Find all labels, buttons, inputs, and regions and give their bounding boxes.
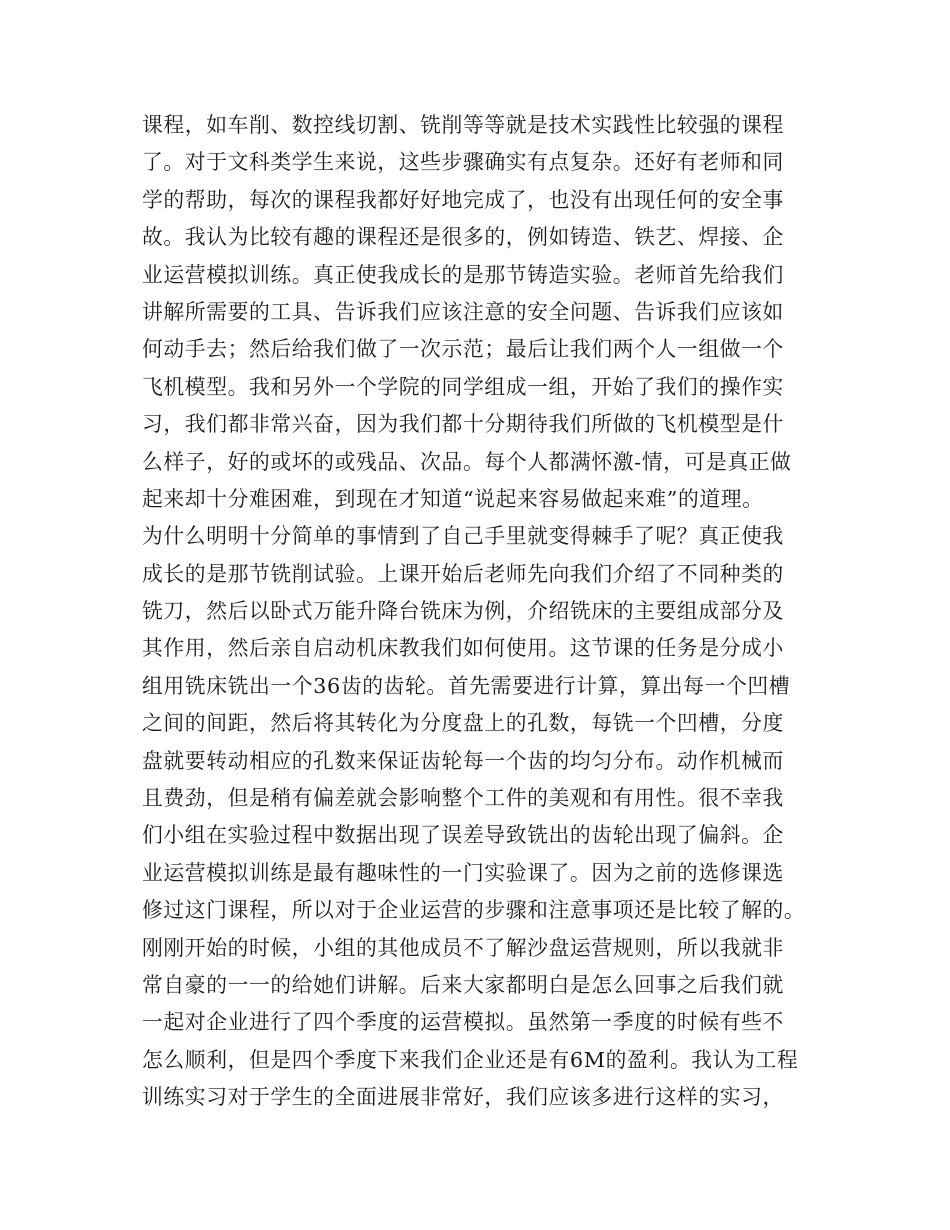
body-text	[142, 107, 822, 1117]
text-line: 学的帮助，每次的课程我都好好地完成了，也没有出现任何的安全事	[142, 187, 784, 212]
text-line: 为什么明明十分简单的事情到了自己手里就变得棘手了呢？真正使我	[142, 524, 784, 549]
text-line: 么样子，好的或坏的或残品、次品。每个人都满怀激-情，可是真正做	[142, 449, 792, 474]
text-line: 常自豪的一一的给她们讲解。后来大家都明白是怎么回事之后我们就	[142, 972, 784, 997]
text-line: 铣刀，然后以卧式万能升降台铣床为例，介绍铣床的主要组成部分及	[142, 599, 784, 624]
text-line: 一起对企业进行了四个季度的运营模拟。虽然第一季度的时候有些不	[142, 1010, 784, 1035]
text-line: 了。对于文科类学生来说，这些步骤确实有点复杂。还好有老师和同	[142, 150, 784, 175]
text-line: 其作用，然后亲自启动机床教我们如何使用。这节课的任务是分成小	[142, 636, 784, 661]
text-line: 成长的是那节铣削试验。上课开始后老师先向我们介绍了不同种类的	[142, 561, 784, 586]
text-line: 训练实习对于学生的全面进展非常好，我们应该多进行这样的实习，	[142, 1085, 784, 1110]
text-line: 何动手去；然后给我们做了一次示范；最后让我们两个人一组做一个	[142, 337, 784, 362]
text-line: 业运营模拟训练。真正使我成长的是那节铸造实验。老师首先给我们	[142, 262, 784, 287]
text-line: 飞机模型。我和另外一个学院的同学组成一组，开始了我们的操作实	[142, 374, 784, 399]
text-line: 之间的间距，然后将其转化为分度盘上的孔数，每铣一个凹槽，分度	[142, 711, 784, 736]
text-line: 修过这门课程，所以对于企业运营的步骤和注意事项还是比较了解的。	[142, 898, 806, 923]
text-line: 讲解所需要的工具、告诉我们应该注意的安全问题、告诉我们应该如	[142, 299, 784, 324]
text-line: 课程，如车削、数控线切割、铣削等等就是技术实践性比较强的课程	[142, 113, 784, 137]
text-line: 盘就要转动相应的孔数来保证齿轮每一个齿的均匀分布。动作机械而	[142, 748, 784, 773]
text-line: 且费劲，但是稍有偏差就会影响整个工件的美观和有用性。很不幸我	[142, 786, 784, 811]
text-line: 故。我认为比较有趣的课程还是很多的，例如铸造、铁艺、焊接、企	[142, 225, 784, 250]
text-line: 组用铣床铣出一个36齿的齿轮。首先需要进行计算，算出每一个凹槽	[142, 673, 791, 698]
text-line: 起来却十分难困难，到现在才知道“说起来容易做起来难”的道理。	[142, 486, 764, 511]
text-line: 们小组在实验过程中数据出现了误差导致铣出的齿轮出现了偏斜。企	[142, 823, 784, 848]
text-line: 刚刚开始的时候，小组的其他成员不了解沙盘运营规则，所以我就非	[142, 935, 784, 960]
text-line: 怎么顺利，但是四个季度下来我们企业还是有6M的盈利。我认为工程	[142, 1047, 799, 1072]
text-line: 习，我们都非常兴奋，因为我们都十分期待我们所做的飞机模型是什	[142, 412, 784, 437]
text-line: 业运营模拟训练是最有趣味性的一门实验课了。因为之前的选修课选	[142, 860, 784, 885]
